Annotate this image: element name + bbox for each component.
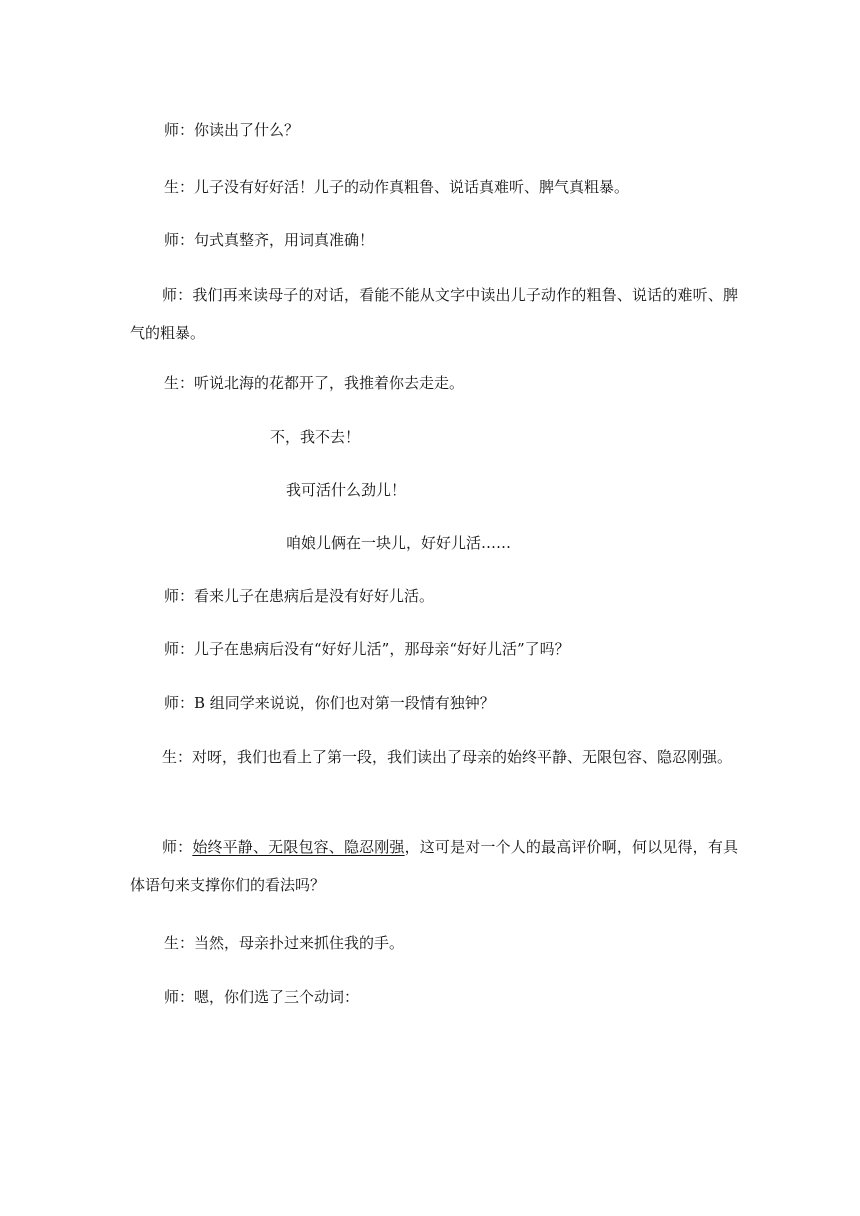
dialogue-line: 师：儿子在患病后没有“好好儿活”，那母亲“好好儿活”了吗？ <box>164 640 570 658</box>
dialogue-line: 生：当然，母亲扑过来抓住我的手。 <box>164 934 405 952</box>
dialogue-paragraph <box>130 828 738 904</box>
paragraph-continuation: ，这可是对一个人的最高评价啊，何以见得，有具体语句来支撑你们的看法吗？ <box>130 838 738 894</box>
dialogue-line: 师：B 组同学来说说，你们也对第一段情有独钟？ <box>164 694 495 712</box>
quoted-line: 不，我不去！ <box>270 428 361 446</box>
dialogue-line: 师：你读出了什么？ <box>164 121 300 139</box>
dialogue-line: 师：看来儿子在患病后是没有好好儿活。 <box>164 587 435 605</box>
quoted-line: 咱娘儿俩在一块儿，好好儿活…… <box>286 534 512 552</box>
dialogue-paragraph: 师：我们再来读母子的对话，看能不能从文字中读出儿子动作的粗鲁、说话的难听、脾气的粗暴。 <box>130 286 738 342</box>
dialogue-line: 师：句式真整齐，用词真准确！ <box>164 231 375 249</box>
dialogue-paragraph: 生：对呀，我们也看上了第一段，我们读出了母亲的始终平静、无限包容、隐忍刚强。 <box>162 748 733 766</box>
speaker-prefix: 师： <box>162 838 193 856</box>
underlined-phrase: 始终平静、无限包容、隐忍刚强 <box>192 838 405 856</box>
dialogue-line: 生：儿子没有好好活！儿子的动作真粗鲁、说话真难听、脾气真粗暴。 <box>164 178 630 196</box>
quoted-line: 我可活什么劲儿！ <box>286 481 407 499</box>
dialogue-line: 生：听说北海的花都开了，我推着你去走走。 <box>164 374 465 392</box>
dialogue-line: 师：嗯，你们选了三个动词： <box>164 988 360 1006</box>
